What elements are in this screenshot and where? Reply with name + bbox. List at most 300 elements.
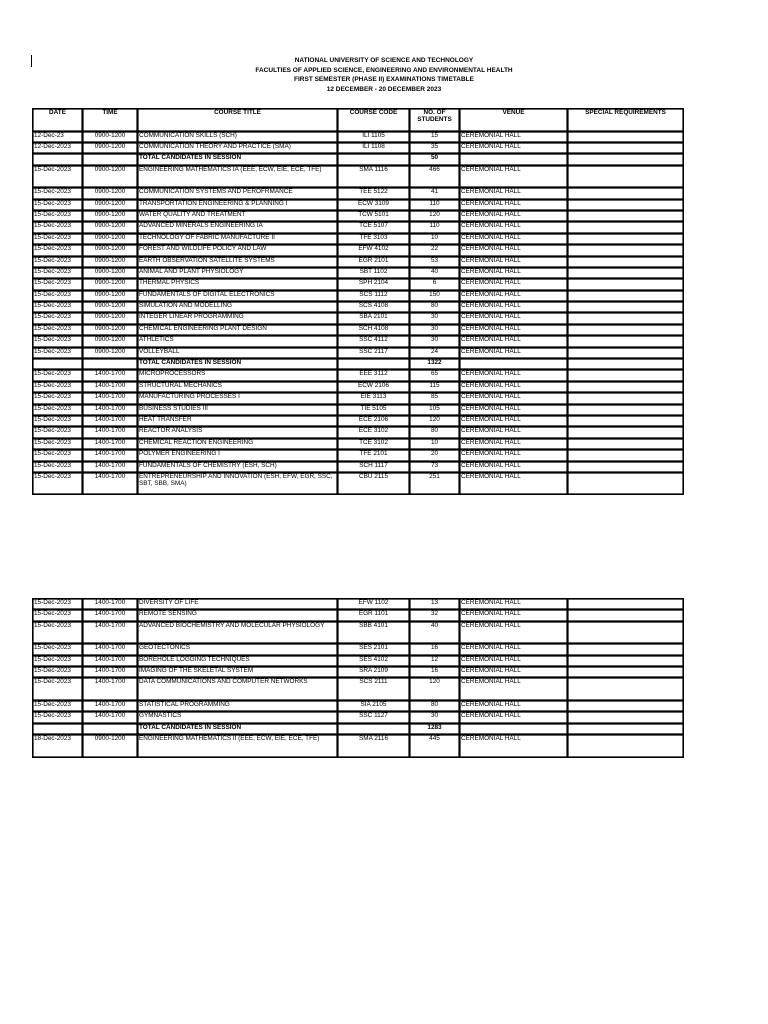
special-requirements-cell — [568, 667, 684, 678]
header-course-title: COURSE TITLE — [138, 109, 338, 132]
special-requirements-cell — [568, 621, 684, 644]
venue-cell: CEREMONIAL HALL — [460, 131, 568, 142]
venue-cell: CEREMONIAL HALL — [460, 735, 568, 758]
time-cell: 1400-1700 — [83, 700, 138, 711]
course-code-cell: SBB 4101 — [338, 621, 410, 644]
time-cell: 0900-1200 — [83, 347, 138, 358]
venue-cell: CEREMONIAL HALL — [460, 427, 568, 438]
date-cell: 15-Dec-2023 — [33, 404, 83, 415]
time-cell — [83, 154, 138, 165]
document-header — [0, 56, 768, 94]
table-row — [33, 712, 684, 723]
course-title-cell: VOLLEYBALL — [138, 347, 338, 358]
course-title-cell: TOTAL CANDIDATES IN SESSION — [138, 723, 338, 734]
students-cell: 80 — [410, 302, 460, 313]
date-cell: 15-Dec-2023 — [33, 233, 83, 244]
students-cell: 12 — [410, 655, 460, 666]
course-code-cell: TIE 5105 — [338, 404, 410, 415]
students-cell: 466 — [410, 165, 460, 188]
special-requirements-cell — [568, 336, 684, 347]
course-title-cell: FUNDAMENTALS OF CHEMISTRY (ESH, SCH) — [138, 461, 338, 472]
venue-cell — [460, 723, 568, 734]
date-cell: 15-Dec-2023 — [33, 267, 83, 278]
course-code-cell: SCH 1117 — [338, 461, 410, 472]
table-row — [33, 290, 684, 301]
table-row — [33, 267, 684, 278]
students-cell: 53 — [410, 256, 460, 267]
timetable-table-2 — [32, 598, 684, 758]
table-row — [33, 165, 684, 188]
course-title-cell: DIVERSITY OF LIFE — [138, 599, 338, 610]
table-header-row — [33, 109, 684, 132]
time-cell: 0900-1200 — [83, 199, 138, 210]
table-row — [33, 256, 684, 267]
table-row — [33, 142, 684, 153]
venue-cell: CEREMONIAL HALL — [460, 245, 568, 256]
special-requirements-cell — [568, 381, 684, 392]
table-row — [33, 370, 684, 381]
students-cell: 80 — [410, 700, 460, 711]
date-cell: 15-Dec-2023 — [33, 302, 83, 313]
venue-cell: CEREMONIAL HALL — [460, 655, 568, 666]
table-row — [33, 336, 684, 347]
date-cell: 15-Dec-2023 — [33, 393, 83, 404]
date-cell: 15-Dec-2023 — [33, 279, 83, 290]
special-requirements-cell — [568, 450, 684, 461]
venue-cell: CEREMONIAL HALL — [460, 188, 568, 199]
course-title-cell: STRUCTURAL MECHANICS — [138, 381, 338, 392]
special-requirements-cell — [568, 324, 684, 335]
course-title-cell: DATA COMMUNICATIONS AND COMPUTER NETWORKS — [138, 678, 338, 701]
course-title-cell: HEAT TRANSFER — [138, 415, 338, 426]
course-title-cell: STATISTICAL PROGRAMMING — [138, 700, 338, 711]
date-cell: 15-Dec-2023 — [33, 472, 83, 495]
course-title-cell: ATHLETICS — [138, 336, 338, 347]
date-cell: 18-Dec-2023 — [33, 735, 83, 758]
students-cell: 16 — [410, 644, 460, 655]
course-title-cell: TOTAL CANDIDATES IN SESSION — [138, 154, 338, 165]
time-cell: 1400-1700 — [83, 678, 138, 701]
time-cell: 0900-1200 — [83, 165, 138, 188]
course-code-cell: EIE 3113 — [338, 393, 410, 404]
table-row — [33, 279, 684, 290]
venue-cell: CEREMONIAL HALL — [460, 142, 568, 153]
venue-cell: CEREMONIAL HALL — [460, 438, 568, 449]
table-row — [33, 621, 684, 644]
date-cell: 15-Dec-2023 — [33, 415, 83, 426]
time-cell: 0900-1200 — [83, 290, 138, 301]
time-cell: 1400-1700 — [83, 599, 138, 610]
header-course-code: COURSE CODE — [338, 109, 410, 132]
course-code-cell: TFE 2101 — [338, 450, 410, 461]
total-row — [33, 154, 684, 165]
course-title-cell: COMMUNICATION SKILLS (SCH) — [138, 131, 338, 142]
venue-cell — [460, 359, 568, 370]
special-requirements-cell — [568, 313, 684, 324]
students-cell: 110 — [410, 222, 460, 233]
course-code-cell: EFW 1102 — [338, 599, 410, 610]
time-cell: 1400-1700 — [83, 427, 138, 438]
special-requirements-cell — [568, 610, 684, 621]
course-title-cell: ENTREPRENEURSHIP AND INNOVATION (ESH, EFW, EGR, SSC, SBT, SBB, SMA) — [138, 472, 338, 495]
date-cell: 15-Dec-2023 — [33, 324, 83, 335]
venue-cell: CEREMONIAL HALL — [460, 324, 568, 335]
date-cell: 15-Dec-2023 — [33, 165, 83, 188]
venue-cell: CEREMONIAL HALL — [460, 256, 568, 267]
course-title-cell: ANIMAL AND PLANT PHYSIOLOGY — [138, 267, 338, 278]
course-code-cell: CBU 2115 — [338, 472, 410, 495]
venue-cell: CEREMONIAL HALL — [460, 267, 568, 278]
course-code-cell: TEE 5122 — [338, 188, 410, 199]
date-cell: 15-Dec-2023 — [33, 381, 83, 392]
course-title-cell: BOREHOLE LOGGING TECHNIQUES — [138, 655, 338, 666]
course-title-cell: MICROPROCESSORS — [138, 370, 338, 381]
students-cell: 445 — [410, 735, 460, 758]
venue-cell: CEREMONIAL HALL — [460, 302, 568, 313]
students-cell: 15 — [410, 131, 460, 142]
venue-cell: CEREMONIAL HALL — [460, 279, 568, 290]
venue-cell: CEREMONIAL HALL — [460, 165, 568, 188]
date-cell — [33, 723, 83, 734]
course-title-cell: GYMNASTICS — [138, 712, 338, 723]
course-title-cell: FOREST AND WILDLIFE POLICY AND LAW — [138, 245, 338, 256]
special-requirements-cell — [568, 199, 684, 210]
students-cell: 251 — [410, 472, 460, 495]
course-title-cell: ENGINEERING MATHEMATICS IA (EEE, ECW, EIE, ECE, TFE) — [138, 165, 338, 188]
course-code-cell: ECW 2106 — [338, 381, 410, 392]
course-title-cell: COMMUNICATION THEORY AND PRACTICE (SMA) — [138, 142, 338, 153]
timetable-table-1 — [32, 108, 684, 495]
course-title-cell: THERMAL PHYSICS — [138, 279, 338, 290]
time-cell: 1400-1700 — [83, 667, 138, 678]
venue-cell: CEREMONIAL HALL — [460, 222, 568, 233]
time-cell: 1400-1700 — [83, 370, 138, 381]
date-cell: 15-Dec-2023 — [33, 712, 83, 723]
course-title-cell: FUNDAMENTALS OF DIGITAL ELECTRONICS — [138, 290, 338, 301]
time-cell: 0900-1200 — [83, 267, 138, 278]
time-cell: 0900-1200 — [83, 336, 138, 347]
students-cell: 80 — [410, 427, 460, 438]
course-title-cell: TRANSPORTATION ENGINEERING & PLANNING I — [138, 199, 338, 210]
table-row — [33, 599, 684, 610]
students-cell: 13 — [410, 599, 460, 610]
students-cell: 22 — [410, 245, 460, 256]
date-cell: 15-Dec-2023 — [33, 450, 83, 461]
special-requirements-cell — [568, 644, 684, 655]
venue-cell: CEREMONIAL HALL — [460, 621, 568, 644]
course-code-cell: ILI 1108 — [338, 142, 410, 153]
venue-cell: CEREMONIAL HALL — [460, 404, 568, 415]
table-row — [33, 210, 684, 221]
venue-cell: CEREMONIAL HALL — [460, 461, 568, 472]
course-code-cell — [338, 154, 410, 165]
date-cell: 15-Dec-2023 — [33, 256, 83, 267]
date-cell: 15-Dec-2023 — [33, 427, 83, 438]
course-code-cell: ILI 1105 — [338, 131, 410, 142]
students-cell: 32 — [410, 610, 460, 621]
students-cell: 115 — [410, 381, 460, 392]
special-requirements-cell — [568, 393, 684, 404]
course-code-cell: SSC 4112 — [338, 336, 410, 347]
course-title-cell: TECHNOLOGY OF FABRIC MANUFACTURE II — [138, 233, 338, 244]
students-cell: 30 — [410, 324, 460, 335]
course-code-cell: SCH 4108 — [338, 324, 410, 335]
table-row — [33, 393, 684, 404]
course-title-cell: REACTOR ANALYSIS — [138, 427, 338, 438]
course-code-cell: ECE 3102 — [338, 427, 410, 438]
table-row — [33, 381, 684, 392]
venue-cell: CEREMONIAL HALL — [460, 381, 568, 392]
time-cell — [83, 723, 138, 734]
time-cell: 1400-1700 — [83, 415, 138, 426]
time-cell: 0900-1200 — [83, 324, 138, 335]
course-code-cell: SIA 2105 — [338, 700, 410, 711]
table-row — [33, 233, 684, 244]
date-cell: 12-Dec-2023 — [33, 142, 83, 153]
date-cell: 15-Dec-2023 — [33, 667, 83, 678]
special-requirements-cell — [568, 142, 684, 153]
date-cell: 15-Dec-2023 — [33, 438, 83, 449]
special-requirements-cell — [568, 415, 684, 426]
table-row — [33, 199, 684, 210]
venue-cell: CEREMONIAL HALL — [460, 290, 568, 301]
time-cell: 0900-1200 — [83, 245, 138, 256]
students-cell: 150 — [410, 290, 460, 301]
course-code-cell — [338, 723, 410, 734]
special-requirements-cell — [568, 279, 684, 290]
venue-cell: CEREMONIAL HALL — [460, 599, 568, 610]
students-cell: 105 — [410, 404, 460, 415]
table-row — [33, 644, 684, 655]
special-requirements-cell — [568, 347, 684, 358]
course-code-cell: EFW 4102 — [338, 245, 410, 256]
header-special-requirements: SPECIAL REQUIREMENTS — [568, 109, 684, 132]
table-row — [33, 302, 684, 313]
course-title-cell: EARTH OBSERVATION SATELLITE SYSTEMS — [138, 256, 338, 267]
table-row — [33, 427, 684, 438]
date-cell: 15-Dec-2023 — [33, 461, 83, 472]
table-row — [33, 610, 684, 621]
total-row — [33, 723, 684, 734]
course-title-cell: MANUFACTURING PROCESSES I — [138, 393, 338, 404]
time-cell: 1400-1700 — [83, 381, 138, 392]
special-requirements-cell — [568, 131, 684, 142]
special-requirements-cell — [568, 233, 684, 244]
course-title-cell: REMOTE SENSING — [138, 610, 338, 621]
date-cell: 15-Dec-2023 — [33, 245, 83, 256]
students-cell: 40 — [410, 621, 460, 644]
table-row — [33, 438, 684, 449]
header-venue: VENUE — [460, 109, 568, 132]
date-cell: 15-Dec-2023 — [33, 210, 83, 221]
course-title-cell: TOTAL CANDIDATES IN SESSION — [138, 359, 338, 370]
venue-cell: CEREMONIAL HALL — [460, 415, 568, 426]
course-code-cell: ECE 2106 — [338, 415, 410, 426]
table-row — [33, 450, 684, 461]
venue-cell: CEREMONIAL HALL — [460, 472, 568, 495]
table-row — [33, 222, 684, 233]
course-code-cell: SES 4102 — [338, 655, 410, 666]
course-code-cell: EGR 2101 — [338, 256, 410, 267]
special-requirements-cell — [568, 188, 684, 199]
time-cell: 1400-1700 — [83, 621, 138, 644]
course-code-cell: SPH 2104 — [338, 279, 410, 290]
students-cell: 10 — [410, 438, 460, 449]
date-cell: 15-Dec-2023 — [33, 370, 83, 381]
time-cell: 1400-1700 — [83, 472, 138, 495]
venue-cell: CEREMONIAL HALL — [460, 667, 568, 678]
table-row — [33, 347, 684, 358]
special-requirements-cell — [568, 712, 684, 723]
students-cell: 30 — [410, 712, 460, 723]
date-cell: 15-Dec-2023 — [33, 222, 83, 233]
time-cell: 1400-1700 — [83, 461, 138, 472]
venue-cell: CEREMONIAL HALL — [460, 450, 568, 461]
venue-cell: CEREMONIAL HALL — [460, 712, 568, 723]
date-cell: 15-Dec-2023 — [33, 336, 83, 347]
course-code-cell: TCE 3102 — [338, 438, 410, 449]
total-row — [33, 359, 684, 370]
time-cell: 1400-1700 — [83, 644, 138, 655]
course-code-cell: SRA 2109 — [338, 667, 410, 678]
special-requirements-cell — [568, 678, 684, 701]
special-requirements-cell — [568, 655, 684, 666]
students-cell: 30 — [410, 313, 460, 324]
venue-cell: CEREMONIAL HALL — [460, 370, 568, 381]
course-title-cell: POLYMER ENGINEERING I — [138, 450, 338, 461]
special-requirements-cell — [568, 302, 684, 313]
students-cell: 120 — [410, 210, 460, 221]
venue-cell: CEREMONIAL HALL — [460, 678, 568, 701]
date-cell: 15-Dec-2023 — [33, 678, 83, 701]
course-code-cell: TCE 5107 — [338, 222, 410, 233]
course-title-cell: BUSINESS STUDIES III — [138, 404, 338, 415]
course-code-cell: EEE 3112 — [338, 370, 410, 381]
header-no-of-students: NO. OF STUDENTS — [410, 109, 460, 132]
students-cell: 16 — [410, 667, 460, 678]
students-cell: 24 — [410, 347, 460, 358]
course-title-cell: GEOTECTONICS — [138, 644, 338, 655]
course-title-cell: COMMUNICATION SYSTEMS AND PEROFRMANCE — [138, 188, 338, 199]
table-row — [33, 324, 684, 335]
time-cell: 0900-1200 — [83, 142, 138, 153]
table-row — [33, 667, 684, 678]
special-requirements-cell — [568, 472, 684, 495]
date-cell: 15-Dec-2023 — [33, 610, 83, 621]
students-cell: 85 — [410, 393, 460, 404]
special-requirements-cell — [568, 290, 684, 301]
venue-cell: CEREMONIAL HALL — [460, 313, 568, 324]
special-requirements-cell — [568, 267, 684, 278]
time-cell: 0900-1200 — [83, 222, 138, 233]
header-date: DATE — [33, 109, 83, 132]
special-requirements-cell — [568, 165, 684, 188]
date-cell — [33, 154, 83, 165]
table-row — [33, 245, 684, 256]
course-title-cell: CHEMICAL ENGINEERING PLANT DESIGN — [138, 324, 338, 335]
special-requirements-cell — [568, 245, 684, 256]
table-row — [33, 404, 684, 415]
students-cell: 41 — [410, 188, 460, 199]
students-cell: 1322 — [410, 359, 460, 370]
time-cell: 1400-1700 — [83, 610, 138, 621]
students-cell: 30 — [410, 336, 460, 347]
course-code-cell: SBT 1102 — [338, 267, 410, 278]
students-cell: 120 — [410, 415, 460, 426]
date-cell: 15-Dec-2023 — [33, 313, 83, 324]
course-code-cell — [338, 359, 410, 370]
date-cell: 15-Dec-2023 — [33, 290, 83, 301]
course-title-cell: ADVANCED MINERALS ENGINEERING IA — [138, 222, 338, 233]
time-cell: 0900-1200 — [83, 131, 138, 142]
course-title-cell: ENGINEERING MATHEMATICS II (EEE, ECW, EIE, ECE, TFE) — [138, 735, 338, 758]
special-requirements-cell — [568, 599, 684, 610]
time-cell: 1400-1700 — [83, 450, 138, 461]
special-requirements-cell — [568, 404, 684, 415]
course-code-cell: SCS 4108 — [338, 302, 410, 313]
students-cell: 20 — [410, 450, 460, 461]
course-title-cell: ADVANCED BIOCHEMISTRY AND MOLECULAR PHYSIOLOGY — [138, 621, 338, 644]
venue-cell: CEREMONIAL HALL — [460, 336, 568, 347]
date-cell: 15-Dec-2023 — [33, 644, 83, 655]
venue-cell: CEREMONIAL HALL — [460, 700, 568, 711]
course-code-cell: SMA 1116 — [338, 165, 410, 188]
students-cell: 10 — [410, 233, 460, 244]
timetable-title: FIRST SEMESTER (PHASE II) EXAMINATIONS TIMETABLE — [294, 76, 474, 83]
course-code-cell: EGR 1101 — [338, 610, 410, 621]
time-cell: 0900-1200 — [83, 735, 138, 758]
date-range: 12 DECEMBER - 20 DECEMBER 2023 — [326, 85, 442, 93]
date-cell: 15-Dec-2023 — [33, 621, 83, 644]
special-requirements-cell — [568, 723, 684, 734]
table-row — [33, 735, 684, 758]
students-cell: 35 — [410, 142, 460, 153]
header-time: TIME — [83, 109, 138, 132]
course-code-cell: SSC 1127 — [338, 712, 410, 723]
time-cell — [83, 359, 138, 370]
university-name: NATIONAL UNIVERSITY OF SCIENCE AND TECHNOLOGY — [294, 57, 474, 64]
date-cell: 15-Dec-2023 — [33, 199, 83, 210]
table-row — [33, 655, 684, 666]
students-cell: 40 — [410, 267, 460, 278]
venue-cell — [460, 154, 568, 165]
students-cell: 50 — [410, 154, 460, 165]
time-cell: 0900-1200 — [83, 188, 138, 199]
students-cell: 65 — [410, 370, 460, 381]
time-cell: 0900-1200 — [83, 302, 138, 313]
special-requirements-cell — [568, 427, 684, 438]
table-row — [33, 415, 684, 426]
table-row — [33, 678, 684, 701]
course-code-cell: TFE 3103 — [338, 233, 410, 244]
date-cell: 12-Dec-23 — [33, 131, 83, 142]
students-cell: 120 — [410, 678, 460, 701]
special-requirements-cell — [568, 461, 684, 472]
special-requirements-cell — [568, 359, 684, 370]
course-code-cell: SBA 2101 — [338, 313, 410, 324]
time-cell: 1400-1700 — [83, 393, 138, 404]
table-row — [33, 461, 684, 472]
special-requirements-cell — [568, 700, 684, 711]
course-code-cell: TCW 5101 — [338, 210, 410, 221]
course-code-cell: ECW 3109 — [338, 199, 410, 210]
special-requirements-cell — [568, 370, 684, 381]
time-cell: 1400-1700 — [83, 712, 138, 723]
venue-cell: CEREMONIAL HALL — [460, 610, 568, 621]
time-cell: 1400-1700 — [83, 438, 138, 449]
course-code-cell: SES 2101 — [338, 644, 410, 655]
time-cell: 0900-1200 — [83, 279, 138, 290]
